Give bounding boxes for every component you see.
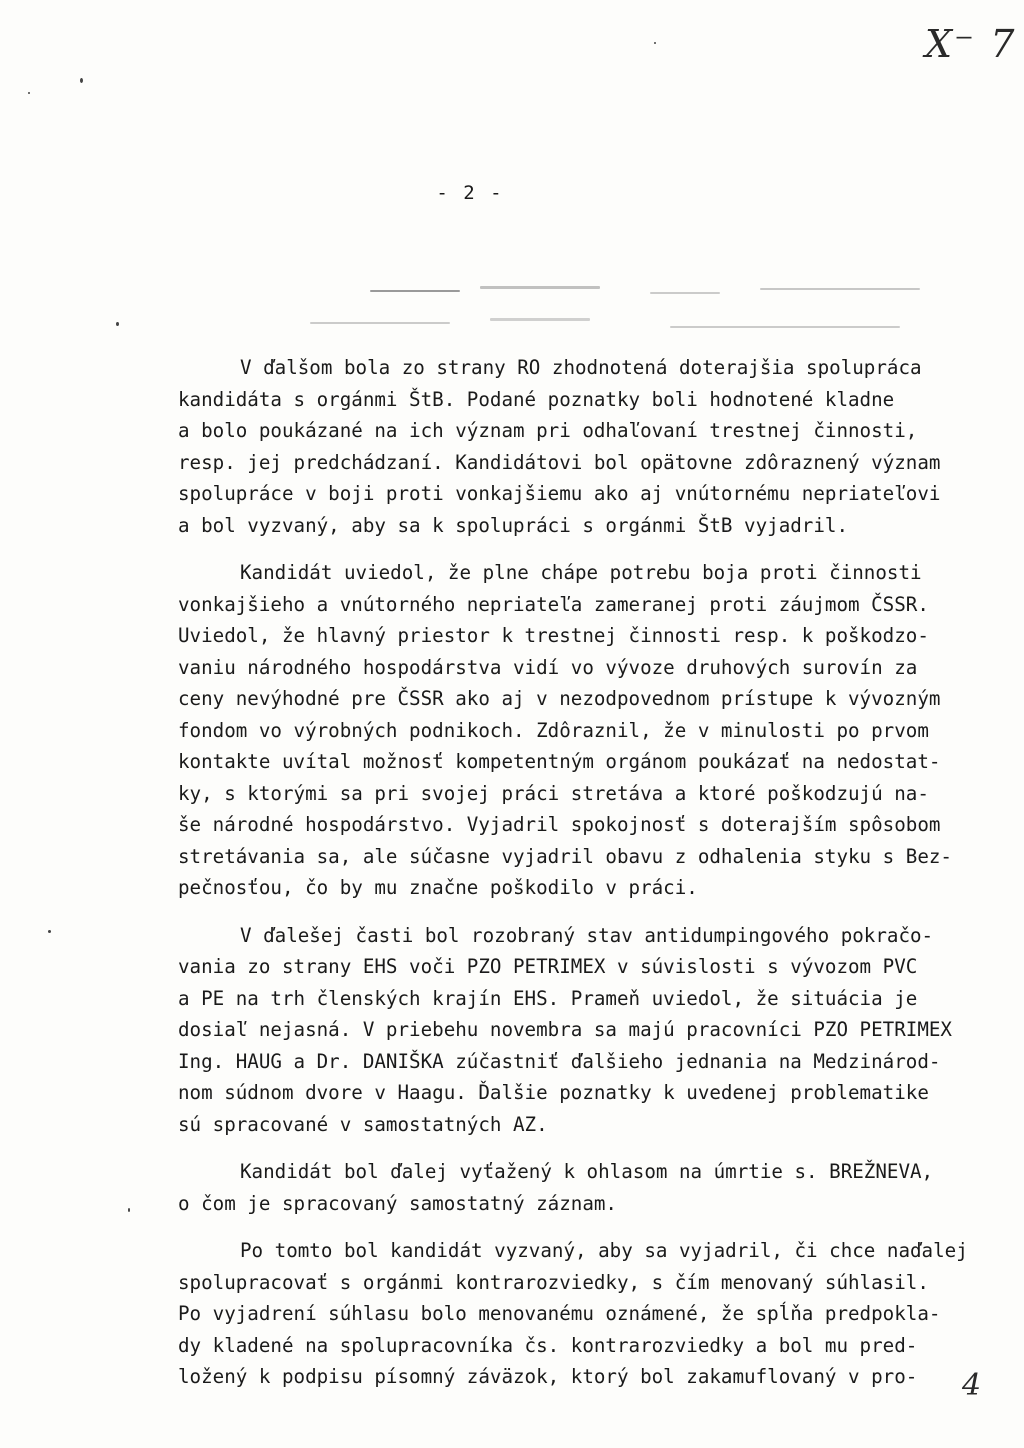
text-line: pečnosťou, čo by mu značne poškodilo v práci.: [178, 876, 698, 899]
scan-speck: [128, 1208, 130, 1212]
scan-speck: [28, 92, 30, 94]
text-line: dosiaľ nejasná. V priebehu novembra sa majú pracovníci PZO PETRIMEX: [178, 1018, 952, 1041]
handwritten-mark-bottom: 4: [962, 1368, 982, 1403]
document-body: [116, 352, 996, 1409]
text-line: V ďalešej časti bol rozobraný stav antidumpingového pokračo-: [240, 923, 934, 947]
paragraph-5: [116, 1235, 996, 1393]
text-line: spolupráce v boji proti vonkajšiemu ako aj vnútornému nepriateľovi: [178, 482, 941, 505]
text-line: a bolo poukázané na ich význam pri odhaľovaní trestnej činnosti,: [178, 419, 918, 442]
text-line: Uviedol, že hlavný priestor k trestnej činnosti resp. k poškodzo-: [178, 624, 929, 647]
text-line: ložený k podpisu písomný záväzok, ktorý bol zakamuflovaný v pro-: [178, 1365, 918, 1388]
text-line: sú spracované v samostatných AZ.: [178, 1112, 548, 1136]
scan-speck: [48, 930, 51, 933]
text-line: vaniu národného hospodárstva vidí vo vývoze druhových surovín za: [178, 655, 918, 679]
text-line: dy kladené na spolupracovníka čs. kontrarozviedky a bol mu pred-: [178, 1333, 918, 1357]
text-line: a PE na trh členských krajín EHS. Prameň uviedol, že situácia je: [178, 986, 918, 1010]
scan-speck: [654, 42, 656, 44]
text-line: Kandidát bol ďalej vyťažený k ohlasom na úmrtie s. BREŽNEVA,: [240, 1160, 934, 1183]
text-line: spolupracovať s orgánmi kontrarozviedky, s čím menovaný súhlasil.: [178, 1270, 929, 1294]
paragraph-4: [116, 1156, 996, 1219]
paragraph-3: [116, 920, 996, 1141]
scan-speck: [80, 78, 83, 83]
text-line: fondom vo výrobných podnikoch. Zdôraznil, že v minulosti po prvom: [178, 718, 929, 742]
handwritten-mark-top: X⁻ 7: [925, 22, 1017, 66]
text-line: V ďalšom bola zo strany RO zhodnotená doterajšia spolupráca: [240, 356, 922, 379]
text-line: kontakte uvítal možnosť kompetentným orgánom poukázať na nedostat-: [178, 750, 941, 773]
scan-speck: [116, 322, 119, 326]
text-line: vonkajšieho a vnútorného nepriateľa zameranej proti záujmom ČSSR.: [178, 592, 929, 616]
text-line: stretávania sa, ale súčasne vyjadril obavu z odhalenia styku s Bez-: [178, 844, 952, 868]
text-line: vania zo strany EHS voči PZO PETRIMEX v súvislosti s vývozom PVC: [178, 955, 918, 978]
text-line: a bol vyzvaný, aby sa k spolupráci s orgánmi ŠtB vyjadril.: [178, 513, 849, 537]
text-line: Po vyjadrení súhlasu bolo menovanému oznámené, že spĺňa predpokla-: [178, 1302, 941, 1325]
text-line: Po tomto bol kandidát vyzvaný, aby sa vyjadril, či chce naďalej: [240, 1239, 968, 1262]
text-line: nom súdnom dvore v Haagu. Ďalšie poznatky k uvedenej problematike: [178, 1081, 929, 1104]
text-line: ceny nevýhodné pre ČSSR ako aj v nezodpovednom prístupe k vývozným: [178, 687, 941, 710]
paragraph-1: [116, 352, 996, 541]
page-number: - 2 -: [436, 182, 504, 204]
text-line: še národné hospodárstvo. Vyjadril spokojnosť s doterajším spôsobom: [178, 813, 941, 836]
text-line: Kandidát uviedol, že plne chápe potrebu boja proti činnosti: [240, 561, 922, 584]
paragraph-2: [116, 557, 996, 904]
text-line: resp. jej predchádzaní. Kandidátovi bol opätovne zdôraznený význam: [178, 450, 941, 474]
text-line: o čom je spracovaný samostatný záznam.: [178, 1191, 617, 1215]
redacted-area: [290, 282, 950, 344]
text-line: ky, s ktorými sa pri svojej práci stretáva a ktoré poškodzujú na-: [178, 781, 929, 805]
text-line: kandidáta s orgánmi ŠtB. Podané poznatky boli hodnotené kladne: [178, 387, 895, 411]
text-line: Ing. HAUG a Dr. DANIŠKA zúčastniť ďalšieho jednania na Medzinárod-: [178, 1049, 941, 1073]
